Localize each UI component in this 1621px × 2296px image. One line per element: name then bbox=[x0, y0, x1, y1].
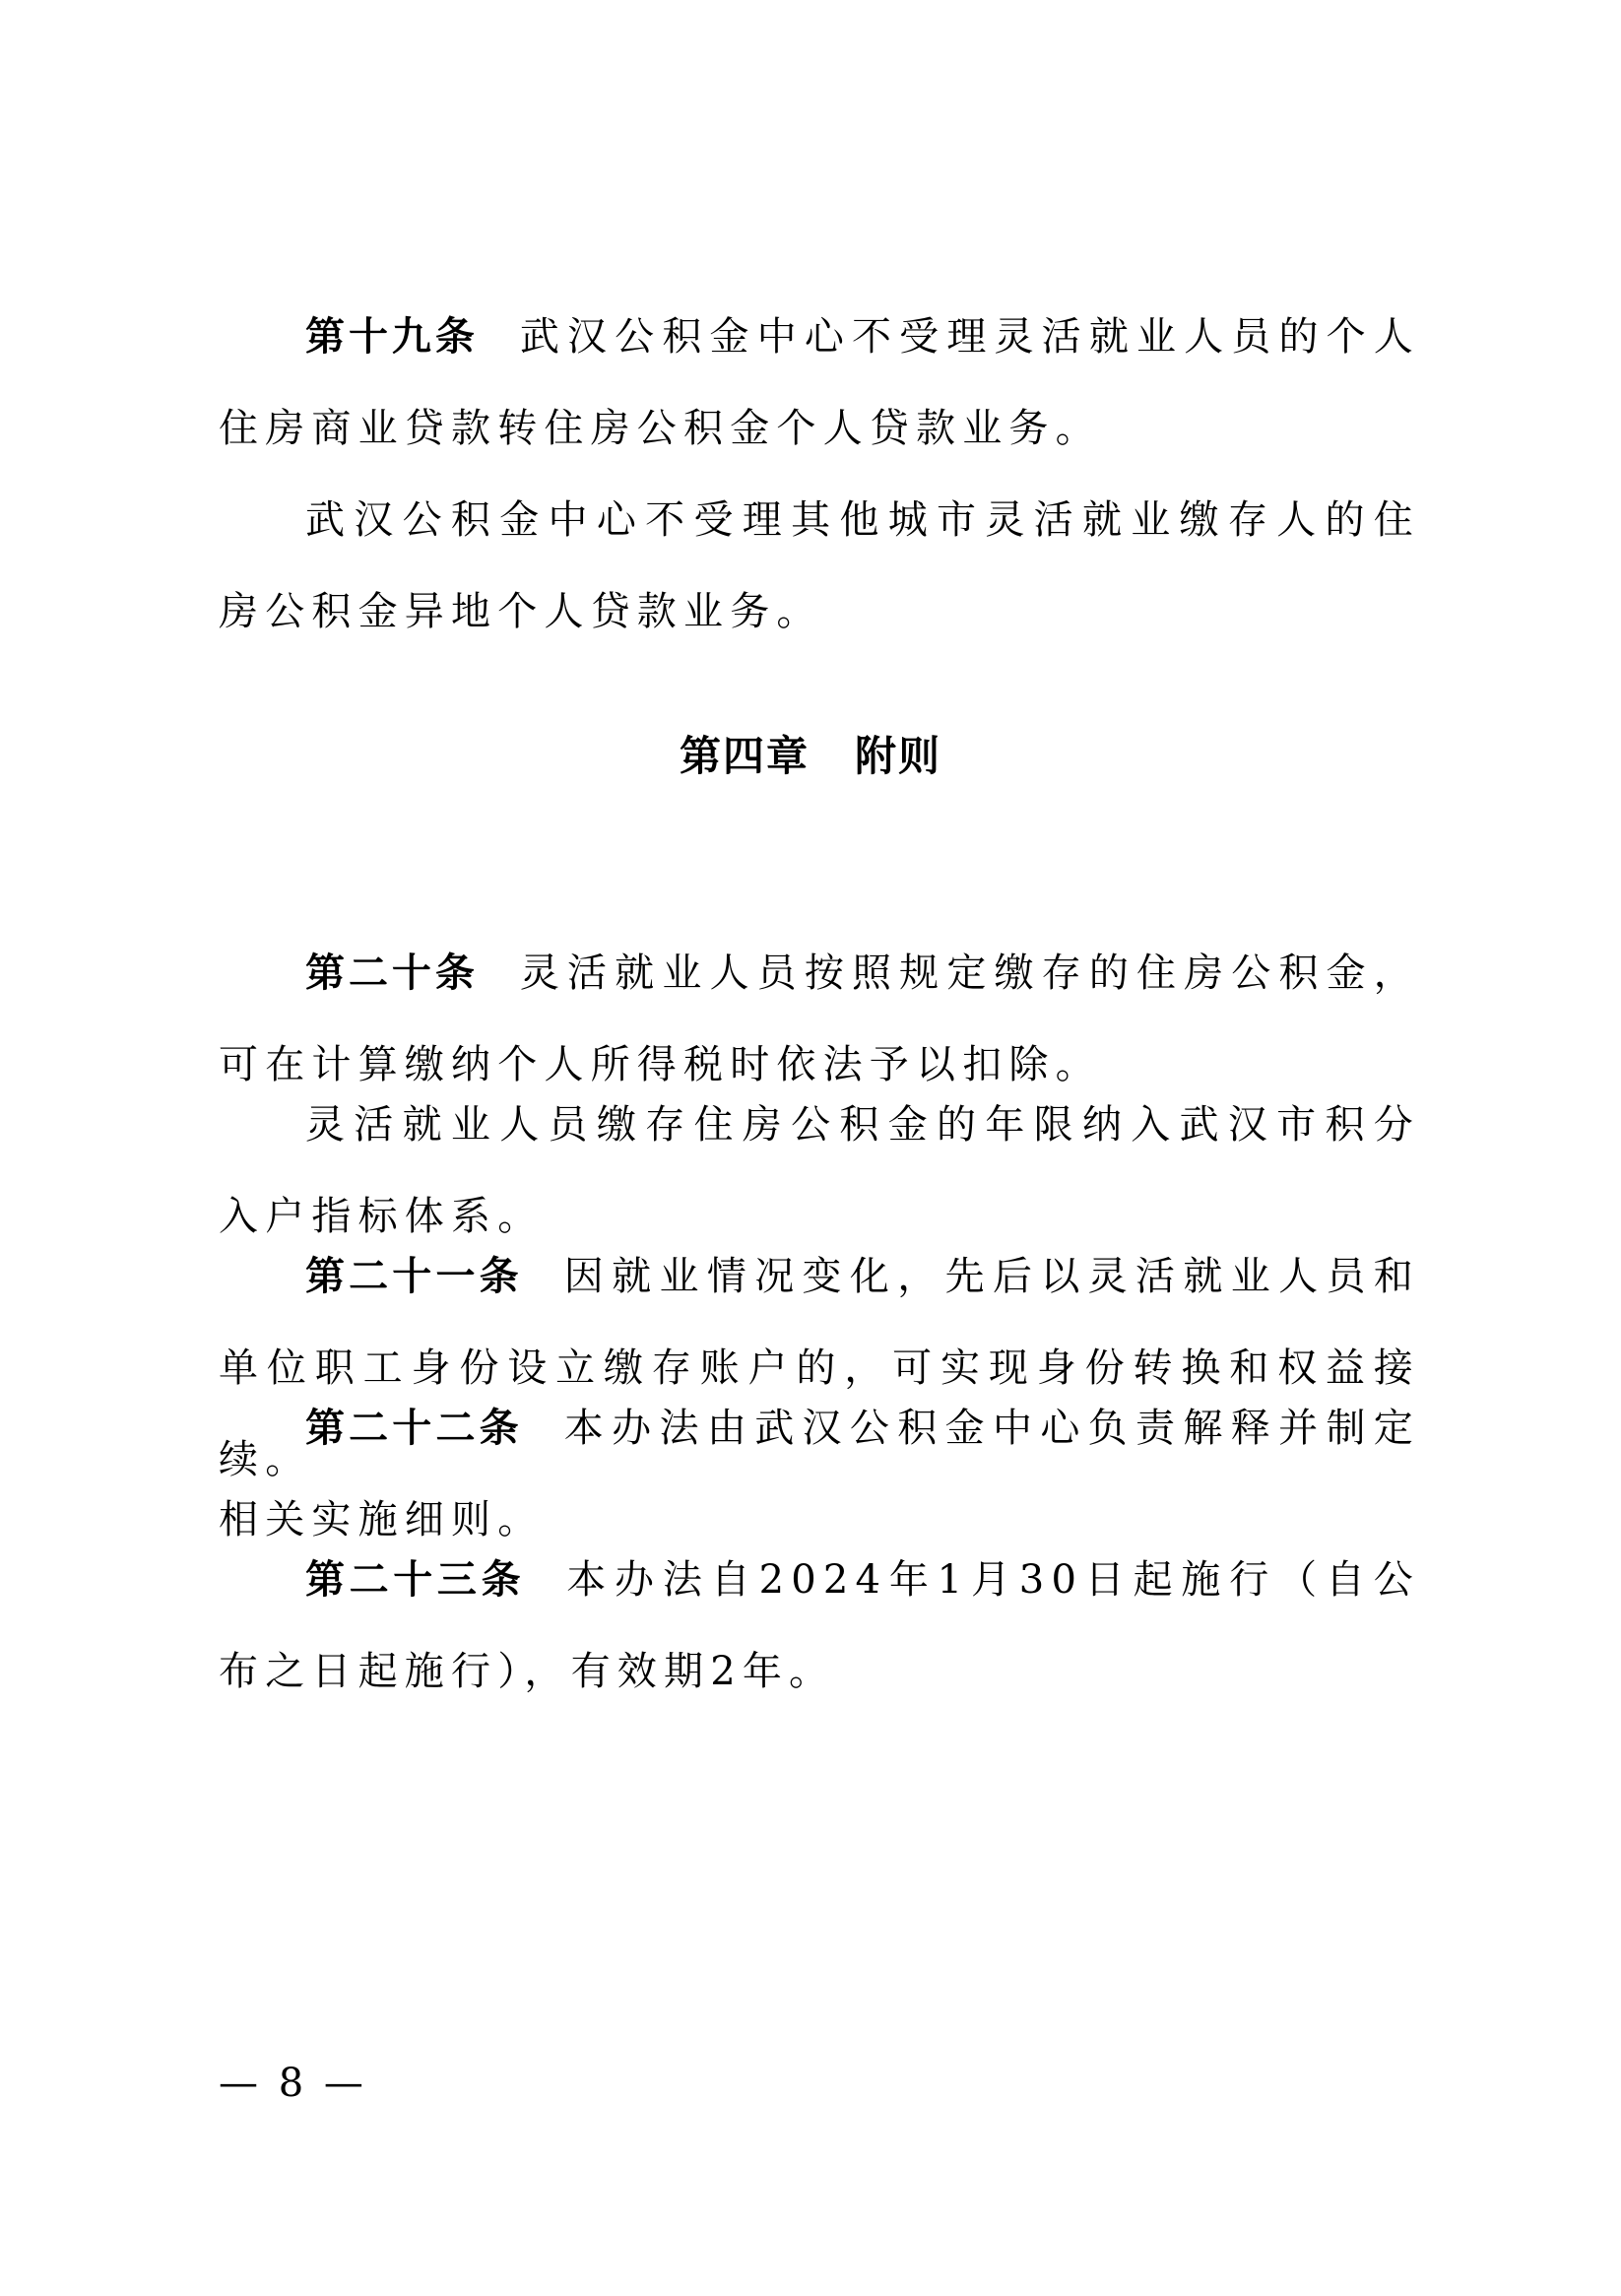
article-heading: 第二十二条 bbox=[305, 1406, 523, 1451]
article-heading: 第十九条 bbox=[305, 314, 479, 360]
chapter-number: 第四章 bbox=[679, 732, 810, 780]
article-text: 武汉公积金中心不受理灵活就业人员的个人住房商业贷款转住房公积金个人贷款业务。 bbox=[219, 314, 1420, 451]
article-19-paragraph-2 bbox=[219, 475, 1420, 658]
page-number: — 8 — bbox=[219, 2061, 367, 2106]
article-text: 本办法自2024年1月30日起施行（自公布之日起施行），有效期2年。 bbox=[219, 1557, 1420, 1694]
article-text: 灵活就业人员按照规定缴存的住房公积金，可在计算缴纳个人所得税时依法予以扣除。 bbox=[219, 951, 1420, 1087]
article-text: 本办法由武汉公积金中心负责解释并制定相关实施细则。 bbox=[219, 1406, 1421, 1542]
article-heading: 第二十条 bbox=[305, 951, 479, 996]
article-heading: 第二十三条 bbox=[305, 1557, 526, 1603]
article-text: 因就业情况变化，先后以灵活就业人员和单位职工身份设立缴存账户的，可实现身份转换和权益接续。 bbox=[219, 1254, 1421, 1482]
article-23 bbox=[219, 1535, 1420, 1718]
chapter-title: 附则 bbox=[855, 732, 942, 780]
article-19 bbox=[219, 292, 1420, 475]
paragraph-text: 武汉公积金中心不受理其他城市灵活就业缴存人的住房公积金异地个人贷款业务。 bbox=[219, 497, 1420, 634]
chapter-heading bbox=[0, 717, 1621, 796]
paragraph-text: 灵活就业人员缴存住房公积金的年限纳入武汉市积分入户指标体系。 bbox=[219, 1102, 1420, 1239]
article-heading: 第二十一条 bbox=[305, 1254, 523, 1299]
